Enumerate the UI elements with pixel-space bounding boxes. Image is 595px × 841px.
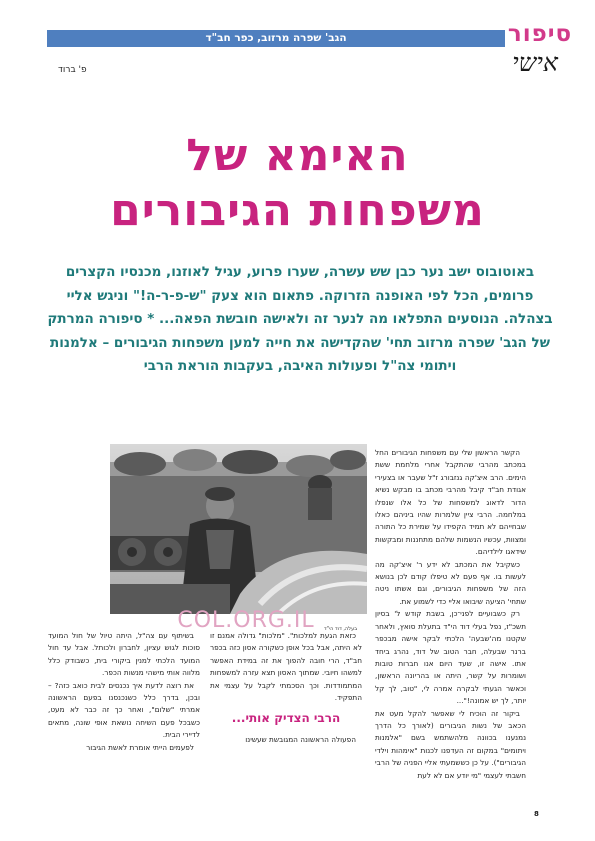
section-label: סיפור: [507, 21, 573, 47]
header-byline-bar: [47, 30, 505, 47]
watermark-text: COL.ORG.IL: [177, 608, 315, 633]
body-column-left: [48, 630, 200, 830]
title-line-1: האימא של: [186, 130, 409, 181]
photo-caption: בעלה, דוד הי"ד: [324, 626, 358, 632]
title-line-2: משפחות הגיבורים: [110, 185, 485, 236]
paragraph: הפעולה הראשונה המגובשת שעשינו: [245, 735, 356, 745]
paragraph: לפעמים הייתי אומרת לאשת הגיבור: [86, 742, 194, 752]
paragraph: את רוצה לדעת איך נכנסים לבית כואב כזה? – ובכן, בדרך כלל כשנכנסנו בפעם הראשונה אמרתי "שלום", ואחר כך זה כבר לא מעט, כשבכל פעם השיחה נושאת אופי שונה, מתאים לדיירי הבית.: [48, 680, 200, 740]
paragraph: רק כשבועיים לפני־כן, בשבת קודש ל' בסיון תשכ"ז, נפל בעלי דוד הי"ד בתעלת סואץ, ולאחר שקטנו מה'שבעה' הלכתי לבקר אישה מבכפר ברנר שבעלה, חבר הטוב של דוד, נהרג ביחד אתו. אישה זו, שעד היום אנו חברות טובות ושומרות על קשר, היתה או בהריונה הראשון, וכאשר הגעתי לבקרה אמרה לי, "טוב, לך קל יותר, לך יש אמונה!"...: [375, 609, 526, 706]
body-column-middle: [210, 630, 362, 830]
section-subheading: הרבי הצדיק אותי...: [231, 711, 341, 726]
article-lead: באוטובוס ישב נער כבן שש עשרה, שערו פרוע, עגיל לאוזנו, מכנסיו הקצרים פרומים, הכל לפי האופנה הזרוקה. פתאום הוא צעק "ש-פ-ר-ה!" וניגש אליי בצהלה. הנוסעים התפלאו מה לנער זה ולאישה חובשת הפאה... * סיפורה המרתק של הגב' שפרה מרזוב תחי' שהקדישה את חייה למען משפחות הגיבורים – אלמנות ויתומי צה"ל ופעולות האיבה, בעקבות הוראת הרבי: [47, 264, 553, 374]
paragraph: כשקיבל את המכתב לא ידע ר' איצ'קה מה לעשות בו. אף פעם לא טיפלו קודם לכן בנושא הזה של משפחות הגיבורים, וגם אשתו ניטה שתחי' הציעה שיבואו אליי כדי לשמוע את.: [375, 559, 526, 606]
photo-image: [110, 444, 367, 614]
page-number: 8: [534, 810, 539, 818]
article-title: [30, 128, 565, 238]
paragraph: כזאת הגעת למלכות". "מלכות" גדולה אמנם זו לא היתה, אבל בכל אופן כשקורה אסון כזה בכפר חב"ד, הרי חובה להפוך את זה במידת האפשר למשהו חיובי. שמתוך האסון תצא עזרה למשפחות המתמודדות. וכך הסכמתי לקבל על עצמי את התפקיד.: [210, 631, 362, 703]
body-column-right: [375, 447, 526, 827]
paragraph: בשיתוף עם צה"ל, היתה טיול של חול המועד סוכות לגוש עציון, לחברון ולכותל. אבל עד חול המועד הלכתי למנין ביקורי בית, כשבודק כלל מלווה אותי מישהי מנשות הכפר.: [48, 631, 200, 678]
article-photo: [110, 444, 367, 614]
author-credit: פ' ברוד: [58, 65, 87, 75]
paragraph: ביקור זה הוכיח לי שאפשר להקל מעט את הכאב של נשות הגיבורים (לאורך כל הדרך נמנענו בכוונה מלהשתמש בשם "אלמנות ויתומים" במקום זה העדפנו לכנות "אימהות וילדי הגיבורים"). על כן כששמעתי אליי הפניה של הרבי חשבתי לעצמי "מי יודע אם לא לעת: [375, 708, 526, 780]
paragraph: הקשר הראשון שלי עם משפחות הגיבורים החל במכתב מהרבי שהתקבל אחרי מלחמת ששת הימים. הרב איצ'קה גנזבורג ז"ל שעבר או בצעירי אגודת חב"ד קיבל מהרבי מכתב בו מבקש נשיא הדור לדאוג למשפחות של כל אלו שנפלו במלחמה. הרבי ציין שלמרות שהיו ביניהם כאלו שבחייהם לא תמיד הקפידו על שמירת כל התורה ומצוות, עכשיו הנשמות שלהם מתחננות ומבקשות שידאגו לילדיהם.: [375, 448, 526, 557]
section-label-personal: אישי: [512, 48, 558, 77]
byline-text: הגב' שפרה מרזוב, כפר חב"ד: [205, 32, 347, 44]
